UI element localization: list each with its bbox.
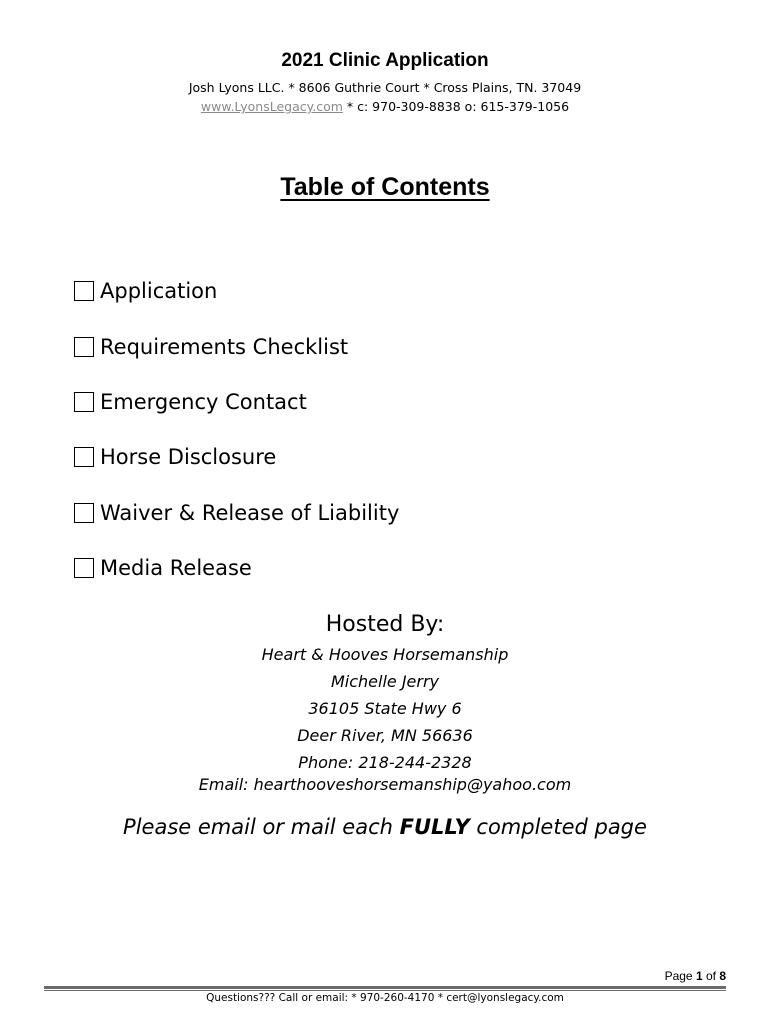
- submission-instruction: Please email or mail each FULLY completed page: [123, 815, 647, 839]
- host-organization: Heart & Hooves Horsemanship: [261, 645, 509, 664]
- page-number: Page 1 of 8: [664, 969, 726, 983]
- host-contact-person: Michelle Jerry: [330, 672, 440, 691]
- toc-item-label: Emergency Contact: [100, 390, 307, 414]
- checkbox-icon[interactable]: [74, 337, 94, 357]
- footer-contact: Questions??? Call or email: * 970-260-4170 * cert@lyonslegacy.com: [206, 992, 564, 1004]
- host-phone: Phone: 218-244-2328: [298, 753, 472, 772]
- toc-item-label: Application: [100, 279, 218, 303]
- toc-item-label: Requirements Checklist: [100, 335, 349, 359]
- document-title: 2021 Clinic Application: [281, 50, 489, 71]
- host-street: 36105 State Hwy 6: [308, 699, 462, 718]
- toc-item-label: Waiver & Release of Liability: [100, 501, 400, 525]
- checkbox-icon[interactable]: [74, 281, 94, 301]
- footer-divider: [44, 986, 726, 989]
- checkbox-icon[interactable]: [74, 558, 94, 578]
- toc-heading: Table of Contents: [280, 173, 490, 201]
- toc-item-media-release[interactable]: [74, 555, 252, 581]
- website-link[interactable]: www.LyonsLegacy.com: [200, 99, 343, 114]
- checkbox-icon[interactable]: [74, 503, 94, 523]
- contact-line: [0, 99, 770, 114]
- toc-item-emergency-contact[interactable]: [74, 389, 307, 415]
- toc-item-waiver-release[interactable]: [74, 500, 399, 526]
- toc-item-application[interactable]: [74, 278, 217, 304]
- toc-item-label: Media Release: [100, 556, 252, 580]
- checkbox-icon[interactable]: [74, 447, 94, 467]
- toc-item-horse-disclosure[interactable]: [74, 444, 276, 470]
- toc-item-requirements-checklist[interactable]: [74, 334, 348, 360]
- toc-item-label: Horse Disclosure: [100, 445, 277, 469]
- checkbox-icon[interactable]: [74, 392, 94, 412]
- phone-numbers: * c: 970-309-8838 o: 615-379-1056: [342, 99, 570, 114]
- footer-divider-thin: [44, 990, 726, 991]
- host-email: Email: hearthooveshorsemanship@yahoo.com: [198, 775, 572, 794]
- host-city: Deer River, MN 56636: [297, 726, 473, 745]
- company-address: Josh Lyons LLC. * 8606 Guthrie Court * Cross Plains, TN. 37049: [188, 80, 582, 95]
- hosted-by-heading: Hosted By:: [325, 612, 445, 637]
